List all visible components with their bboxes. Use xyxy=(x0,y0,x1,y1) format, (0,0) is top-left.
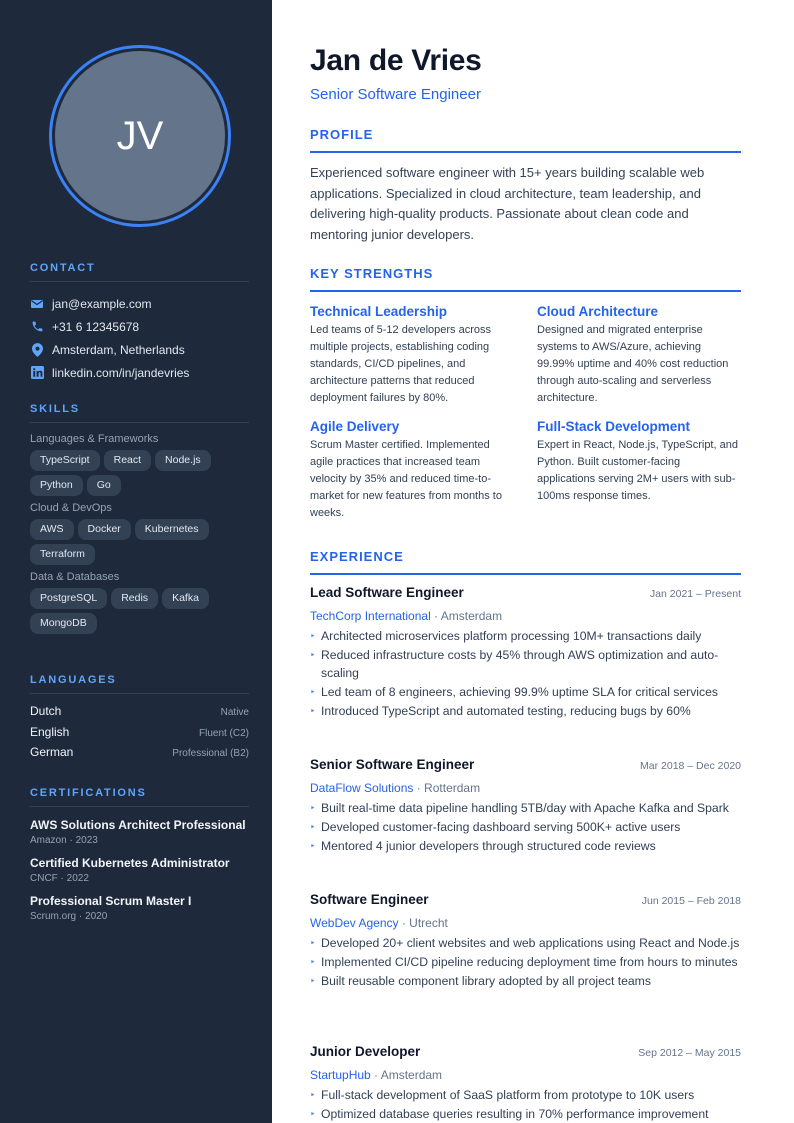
contact-linkedin-text: linkedin.com/in/jandevries xyxy=(52,365,190,380)
bullet-triangle-icon: ‣ xyxy=(310,822,316,832)
job-location: · Utrecht xyxy=(398,916,448,930)
bullet-triangle-icon: ‣ xyxy=(310,631,316,641)
bullet-triangle-icon: ‣ xyxy=(310,938,316,948)
avatar xyxy=(49,45,231,227)
job-dates: Sep 2012 – May 2015 xyxy=(638,1047,741,1059)
strength-title: Cloud Architecture xyxy=(537,304,659,319)
language-level: Fluent (C2) xyxy=(198,727,249,739)
job-bullet: ‣ Reduced infrastructure costs by 45% through AWS optimization and auto-scaling xyxy=(310,648,719,680)
skill-category: Languages & Frameworks xyxy=(30,433,159,445)
contact-location-text: Amsterdam, Netherlands xyxy=(52,342,185,357)
job-entry xyxy=(310,1044,741,1123)
strengths-grid xyxy=(310,302,741,522)
job-bullet: ‣ Implemented CI/CD pipeline reducing deployment time from hours to minutes xyxy=(310,955,738,969)
bullet-triangle-icon: ‣ xyxy=(310,1109,316,1119)
certifications-section xyxy=(30,787,249,931)
strength-item xyxy=(310,417,514,522)
avatar-initials: JV xyxy=(55,51,225,221)
certification-item xyxy=(30,817,249,848)
skill-chip: Terraform xyxy=(30,544,95,565)
skill-chips xyxy=(30,588,249,634)
job-bullet: ‣ Developed 20+ client websites and web applications using React and Node.js xyxy=(310,936,740,950)
contact-phone-text: +31 6 12345678 xyxy=(52,319,140,334)
job-entry xyxy=(310,757,741,856)
skill-chip: Kafka xyxy=(162,588,209,609)
strength-title: Technical Leadership xyxy=(310,304,448,319)
bullet-triangle-icon: ‣ xyxy=(310,650,316,660)
profile-heading: PROFILE xyxy=(310,127,741,153)
job-location: · Rotterdam xyxy=(413,781,481,795)
contact-heading: CONTACT xyxy=(30,262,249,282)
skill-chip: AWS xyxy=(30,519,74,540)
skill-chip: Docker xyxy=(78,519,131,540)
contact-section xyxy=(30,262,249,384)
job-bullet: ‣ Built reusable component library adopted by all project teams xyxy=(310,974,651,988)
skill-chip: Python xyxy=(30,475,83,496)
skill-chip: React xyxy=(104,450,151,471)
language-level: Native xyxy=(220,707,249,718)
skills-heading: SKILLS xyxy=(30,403,249,423)
skill-chip: Node.js xyxy=(155,450,211,471)
strength-desc: Scrum Master certified. Implemented agile practices that increased team velocity by 35% and reduced time-to-market for new features from months to weeks. xyxy=(310,439,502,519)
contact-phone[interactable] xyxy=(30,315,249,338)
job-company-row xyxy=(310,606,741,627)
job-bullet: ‣ Built real-time data pipeline handling 5TB/day with Apache Kafka and Spark xyxy=(310,801,729,815)
job-bullet: ‣ Optimized database queries resulting in 70% performance improvement xyxy=(310,1107,709,1121)
skill-chip: PostgreSQL xyxy=(30,588,107,609)
job-bullet: ‣ Architected microservices platform processing 10M+ transactions daily xyxy=(310,629,702,643)
bullet-triangle-icon: ‣ xyxy=(310,841,316,851)
job-company-row xyxy=(310,778,741,799)
job-dates: Jun 2015 – Feb 2018 xyxy=(641,895,741,907)
job-title: Senior Software Engineer xyxy=(310,757,475,772)
location-pin-icon xyxy=(30,343,44,357)
contact-linkedin[interactable] xyxy=(30,361,249,384)
job-company-row xyxy=(310,913,741,934)
job-bullets xyxy=(310,627,741,720)
job-location: · Amsterdam xyxy=(370,1068,443,1082)
skill-chip: MongoDB xyxy=(30,613,97,634)
job-title: Lead Software Engineer xyxy=(310,585,464,600)
job-bullet: ‣ Full-stack development of SaaS platform from prototype to 10K users xyxy=(310,1088,695,1102)
strength-title: Agile Delivery xyxy=(310,419,400,434)
strength-desc: Expert in React, Node.js, TypeScript, and Python. Built customer-facing applications serving 2M+ users with sub-100ms response times. xyxy=(537,439,738,502)
skill-chip: Redis xyxy=(111,588,158,609)
job-dates: Mar 2018 – Dec 2020 xyxy=(640,760,741,772)
skill-chips xyxy=(30,450,249,496)
strength-item xyxy=(537,302,741,407)
job-location: · Amsterdam xyxy=(430,609,503,623)
linkedin-icon xyxy=(30,366,44,380)
bullet-triangle-icon: ‣ xyxy=(310,687,316,697)
certification-name: Professional Scrum Master I xyxy=(30,894,192,908)
job-bullets xyxy=(310,799,741,855)
job-entry xyxy=(310,585,741,721)
candidate-title: Senior Software Engineer xyxy=(310,86,481,103)
job-company: DataFlow Solutions xyxy=(310,781,414,795)
bullet-triangle-icon: ‣ xyxy=(310,957,316,967)
job-company: WebDev Agency xyxy=(310,916,399,930)
skill-chip: Go xyxy=(87,475,121,496)
bullet-triangle-icon: ‣ xyxy=(310,706,316,716)
strength-item xyxy=(310,302,514,407)
job-bullet: ‣ Introduced TypeScript and automated testing, reducing bugs by 60% xyxy=(310,704,691,718)
certification-item xyxy=(30,893,249,924)
strength-title: Full-Stack Development xyxy=(537,419,691,434)
contact-email[interactable] xyxy=(30,292,249,315)
certification-meta: Scrum.org · 2020 xyxy=(30,911,108,922)
language-level: Professional (B2) xyxy=(172,748,249,759)
phone-icon xyxy=(30,320,44,334)
job-company: TechCorp International xyxy=(310,609,431,623)
language-row xyxy=(30,745,249,766)
language-row xyxy=(30,704,249,725)
job-dates: Jan 2021 – Present xyxy=(649,588,741,600)
bullet-triangle-icon: ‣ xyxy=(310,976,316,986)
mail-icon xyxy=(30,297,44,311)
job-bullet: ‣ Developed customer-facing dashboard serving 500K+ active users xyxy=(310,820,681,834)
certifications-heading: CERTIFICATIONS xyxy=(30,787,249,807)
strengths-heading: KEY STRENGTHS xyxy=(310,266,741,292)
job-bullets xyxy=(310,934,741,990)
language-name: German xyxy=(30,745,74,759)
strength-item xyxy=(537,417,741,522)
skill-chips xyxy=(30,519,249,565)
strength-desc: Designed and migrated enterprise systems to AWS/Azure, achieving 99.99% uptime and 40% cost reduction through auto-scaling and serverless architecture. xyxy=(537,324,729,404)
bullet-triangle-icon: ‣ xyxy=(310,1090,316,1100)
language-name: English xyxy=(30,724,70,739)
language-row xyxy=(30,725,249,746)
profile-summary: Experienced software engineer with 15+ years building scalable web applications. Specialized in cloud architecture, team leadership, and delivering high-quality products. Passionate about clean code and mentoring junior developers. xyxy=(310,165,705,242)
skill-category: Data & Databases xyxy=(30,571,120,583)
job-bullets xyxy=(310,1086,741,1123)
skill-chip: Kubernetes xyxy=(135,519,209,540)
certification-meta: Amazon · 2023 xyxy=(30,835,98,846)
job-entry xyxy=(310,892,741,991)
skills-section xyxy=(30,403,249,640)
language-name: Dutch xyxy=(30,704,62,718)
job-company: StartupHub xyxy=(310,1068,371,1082)
certification-item xyxy=(30,855,249,886)
experience-heading: EXPERIENCE xyxy=(310,549,741,575)
job-title: Software Engineer xyxy=(310,892,429,907)
certification-meta: CNCF · 2022 xyxy=(30,873,89,884)
certification-name: Certified Kubernetes Administrator xyxy=(30,856,230,870)
contact-email-text: jan@example.com xyxy=(52,296,152,311)
sidebar xyxy=(0,0,272,1123)
job-title: Junior Developer xyxy=(310,1044,421,1059)
candidate-name: Jan de Vries xyxy=(310,44,482,77)
job-bullet: ‣ Mentored 4 junior developers through structured code reviews xyxy=(310,839,656,853)
skill-chip: TypeScript xyxy=(30,450,100,471)
certification-name: AWS Solutions Architect Professional xyxy=(30,818,246,832)
job-bullet: ‣ Led team of 8 engineers, achieving 99.9% uptime SLA for critical services xyxy=(310,685,718,699)
skill-category: Cloud & DevOps xyxy=(30,502,112,514)
strength-desc: Led teams of 5-12 developers across multiple projects, establishing coding standards, CI/CD pipelines, and architecture patterns that reduced deployment failures by 80%. xyxy=(310,324,491,404)
languages-heading: LANGUAGES xyxy=(30,674,249,694)
languages-section xyxy=(30,674,249,766)
job-company-row xyxy=(310,1065,741,1086)
bullet-triangle-icon: ‣ xyxy=(310,803,316,813)
contact-location xyxy=(30,338,249,361)
